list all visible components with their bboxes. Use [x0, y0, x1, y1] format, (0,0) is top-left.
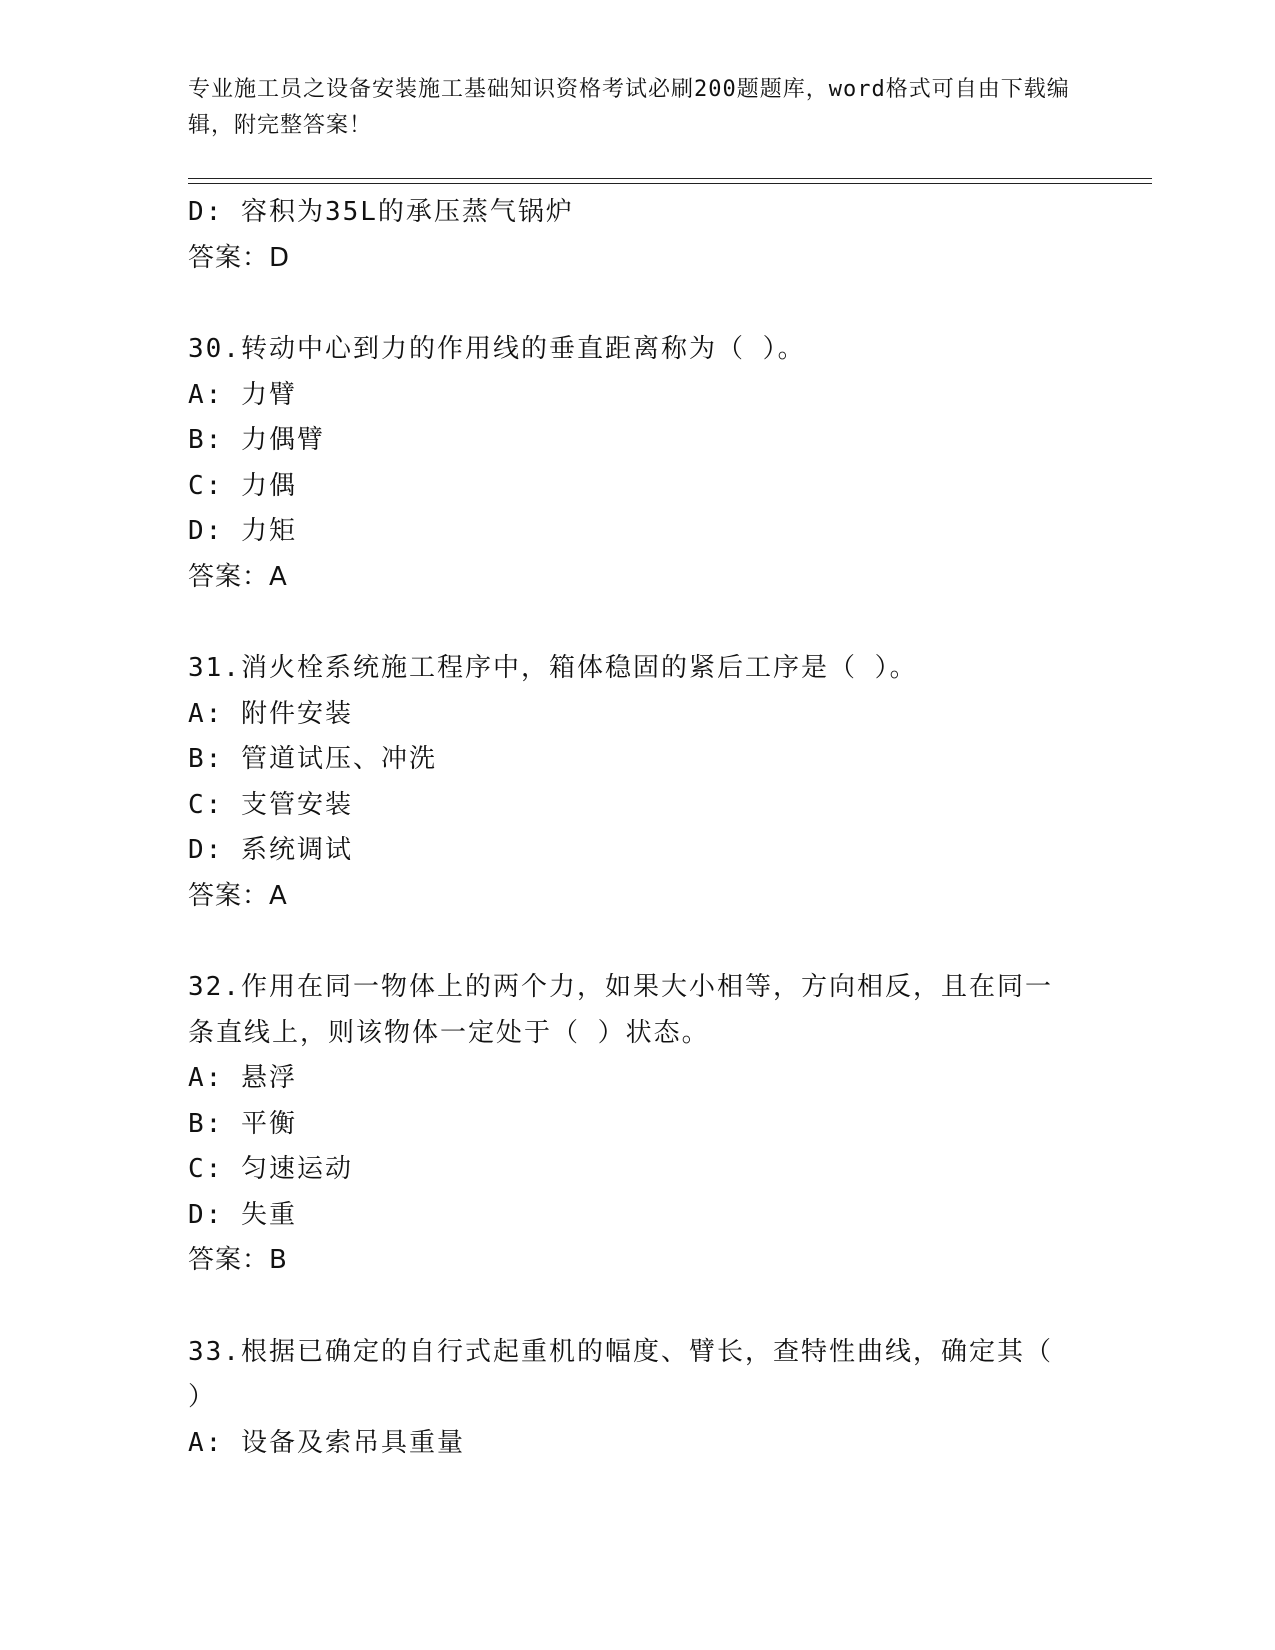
spacer [188, 600, 1088, 646]
option-a: A: 附件安装 [188, 698, 353, 729]
option-c: C: 匀速运动 [188, 1154, 353, 1184]
answer: 答案：B [188, 1245, 288, 1275]
answer: 答案：A [188, 561, 288, 592]
option-a: A: 设备及索吊具重量 [188, 1427, 465, 1458]
option-d: D: 系统调试 [188, 835, 353, 865]
option-a: A: 悬浮 [188, 1063, 297, 1093]
question-text: 32.作用在同一物体上的两个力，如果大小相等，方向相反，且在同一条直线上，则该物体一定处于（ ）状态。 [188, 972, 1053, 1048]
question-text: 31.消火栓系统施工程序中，箱体稳固的紧后工序是（ ）。 [188, 653, 918, 683]
option-b: B: 管道试压、冲洗 [188, 744, 437, 774]
document-body [188, 190, 1088, 1466]
header-divider-bottom [188, 183, 1152, 184]
option-a: A: 力臂 [188, 379, 297, 410]
spacer [188, 1284, 1088, 1330]
spacer [188, 281, 1088, 327]
answer: 答案：D [188, 242, 291, 273]
option-c: C: 力偶 [188, 470, 297, 501]
option-b: B: 平衡 [188, 1108, 297, 1139]
spacer [188, 919, 1088, 965]
question-text: 33.根据已确定的自行式起重机的幅度、臂长，查特性曲线，确定其（ ） [188, 1336, 1053, 1412]
answer: 答案：A [188, 880, 288, 911]
document-header [188, 72, 1088, 144]
question-33 [188, 1330, 1088, 1467]
header-divider-top [188, 178, 1152, 179]
option-c: C: 支管安装 [188, 789, 353, 820]
header-title: 专业施工员之设备安装施工基础知识资格考试必刷200题题库，word格式可自由下载编辑，附完整答案！ [188, 77, 1070, 138]
option-b: B: 力偶臂 [188, 425, 325, 455]
option-d: D: 容积为35L的承压蒸气锅炉 [188, 197, 574, 227]
option-d: D: 力矩 [188, 516, 297, 546]
question-32 [188, 965, 1088, 1284]
question-30 [188, 327, 1088, 600]
option-d: D: 失重 [188, 1199, 297, 1230]
question-31 [188, 646, 1088, 919]
question-text: 30.转动中心到力的作用线的垂直距离称为（ ）。 [188, 334, 806, 364]
